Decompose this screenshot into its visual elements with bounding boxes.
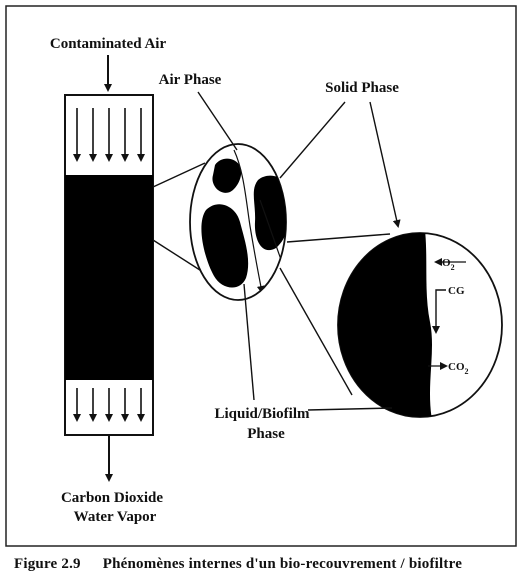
liquid-biofilm-label-line1: Liquid/Biofilm [214, 406, 310, 422]
water-vapor-label: Water Vapor [73, 509, 157, 525]
figure-number: Figure 2.9 [14, 556, 81, 572]
air-phase-pointer [198, 92, 237, 150]
biofilm-detail-circle [330, 230, 502, 420]
o2-label: $O_2$ [442, 257, 455, 272]
filter-bed-media [65, 175, 153, 380]
liquid-biofilm-pointer-2 [308, 408, 392, 410]
air-phase-label: Air Phase [158, 72, 222, 88]
cg-label: CG [448, 285, 465, 297]
carbon-dioxide-label: Carbon Dioxide [60, 490, 164, 506]
solid-particle-section [330, 230, 432, 420]
figure-caption-text: Phénomènes internes d'un bio-recouvrement / biofiltre [102, 556, 463, 572]
co2-label: $CO_2$ [448, 361, 469, 376]
solid-phase-pointer-2 [370, 102, 398, 226]
biofilter-column [65, 95, 153, 435]
zoom-circle [190, 144, 292, 300]
contaminated-air-label: Contaminated Air [49, 36, 167, 52]
solid-phase-label: Solid Phase [325, 80, 399, 96]
solid-phase-pointer-1 [280, 102, 345, 178]
liquid-biofilm-pointer-1 [244, 284, 254, 400]
figure-caption [14, 556, 514, 576]
liquid-biofilm-label-line2: Phase [247, 426, 285, 442]
